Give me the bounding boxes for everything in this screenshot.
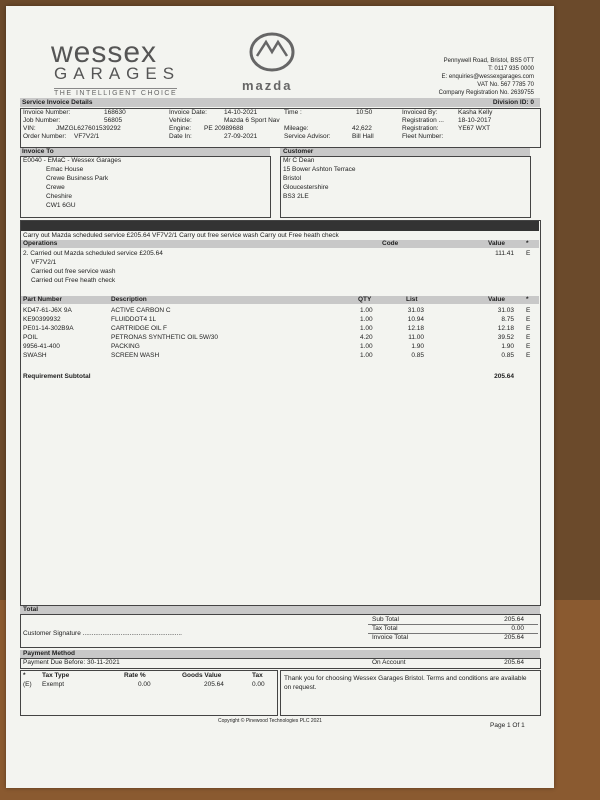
order-number: VF7V2/1 bbox=[74, 133, 100, 140]
part-value: 8.75 bbox=[501, 316, 514, 323]
fleet-number-label: Fleet Number: bbox=[402, 133, 444, 140]
tax-total-label: Tax Total bbox=[372, 625, 398, 632]
part-value: 31.03 bbox=[497, 307, 514, 314]
part-list: 11.00 bbox=[408, 334, 424, 341]
tax-type: Exempt bbox=[42, 681, 65, 688]
part-flag: E bbox=[526, 325, 531, 332]
invoiced-by-label: Invoiced By: bbox=[402, 109, 438, 116]
invoice-to-line: Cheshire bbox=[46, 193, 73, 200]
part-qty: 4.20 bbox=[360, 334, 373, 341]
part-qty: 1.00 bbox=[360, 307, 373, 314]
part-value: 12.18 bbox=[497, 325, 514, 332]
operation-line: VF7V2/1 bbox=[31, 259, 57, 266]
part-number: KE90399932 bbox=[23, 316, 61, 323]
invoice-number-label: Invoice Number: bbox=[23, 109, 71, 116]
part-list: 31.03 bbox=[407, 307, 424, 314]
totals-divider bbox=[368, 624, 538, 625]
qty-heading: QTY bbox=[358, 296, 372, 303]
customer-signature: Customer Signature ....................................................... bbox=[23, 630, 182, 637]
part-description: SCREEN WASH bbox=[111, 352, 160, 359]
totals-divider bbox=[368, 633, 538, 634]
value-heading: Value bbox=[488, 296, 505, 303]
part-number: 9956-41-400 bbox=[23, 343, 60, 350]
star-heading: * bbox=[526, 296, 529, 303]
total-heading: Total bbox=[23, 606, 39, 613]
part-qty: 1.00 bbox=[360, 343, 373, 350]
mileage: 42,622 bbox=[352, 125, 372, 132]
customer-line: Bristol bbox=[283, 175, 302, 182]
customer-heading: Customer bbox=[283, 148, 314, 155]
rate-heading: Rate % bbox=[124, 672, 146, 679]
mazda-logo-icon bbox=[248, 30, 296, 74]
invoice-number: 168630 bbox=[104, 109, 126, 116]
part-description: ACTIVE CARBON C bbox=[111, 307, 171, 314]
star-heading: * bbox=[526, 240, 529, 247]
payment-due: Payment Due Before: 30-11-2021 bbox=[23, 659, 120, 666]
operation-line: Carried out Free heath check bbox=[31, 277, 116, 284]
job-number: 56805 bbox=[104, 117, 123, 124]
part-flag: E bbox=[526, 352, 531, 359]
invoice-total-label: Invoice Total bbox=[372, 634, 409, 641]
total-header bbox=[20, 606, 540, 614]
part-value: 0.85 bbox=[501, 352, 514, 359]
customer-line: Gloucestershire bbox=[283, 184, 329, 191]
part-list: 12.18 bbox=[407, 325, 424, 332]
invoice-total: 205.64 bbox=[504, 634, 524, 641]
invoice-date: 14-10-2021 bbox=[224, 109, 258, 116]
vehicle-label: Vehicle: bbox=[169, 117, 192, 124]
customer-line: Mr C Dean bbox=[283, 157, 315, 164]
part-flag: E bbox=[526, 316, 531, 323]
payment-heading: Payment Method bbox=[23, 650, 76, 657]
copyright: Copyright © Pinewood Technologies PLC 2021 bbox=[218, 718, 322, 724]
part-qty: 1.00 bbox=[360, 325, 373, 332]
tax-total: 0.00 bbox=[511, 625, 524, 632]
registration-date-label: Registration ... bbox=[402, 117, 444, 124]
part-qty: 1.00 bbox=[360, 316, 373, 323]
part-number: KD47-61-J6X 9A bbox=[23, 307, 72, 314]
vin-label: VIN: bbox=[23, 125, 36, 132]
invoice-paper bbox=[6, 6, 554, 788]
advisor: Bill Hall bbox=[352, 133, 374, 140]
part-list: 0.85 bbox=[411, 352, 424, 359]
part-qty: 1.00 bbox=[360, 352, 373, 359]
part-description: PETRONAS SYNTHETIC OIL 5W/30 bbox=[111, 334, 219, 341]
invoice-to-line: E0040 - EMaC - Wessex Garages bbox=[23, 157, 122, 164]
payment-header bbox=[20, 650, 540, 658]
tax-star: * bbox=[23, 672, 26, 679]
on-account: 205.64 bbox=[504, 659, 524, 666]
registration-label: Registration: bbox=[402, 125, 439, 132]
work-summary: Carry out Mazda scheduled service £205.64 VF7V2/1 Carry out free service wash Carry out Free heath check bbox=[23, 232, 339, 239]
goods-value: 205.64 bbox=[204, 681, 224, 688]
sub-total-label: Sub Total bbox=[372, 616, 399, 623]
part-value: 1.90 bbox=[501, 343, 514, 350]
operations-header bbox=[21, 240, 539, 248]
requirement-subtotal-label: Requirement Subtotal bbox=[23, 373, 91, 380]
part-description: FLUIDDOT4 1L bbox=[111, 316, 157, 323]
invoice-to-line: CW1 6GU bbox=[46, 202, 76, 209]
operation-value: 111.41 bbox=[495, 250, 514, 257]
part-list: 1.90 bbox=[411, 343, 424, 350]
part-flag: E bbox=[526, 343, 531, 350]
list-heading: List bbox=[406, 296, 418, 303]
description-heading: Description bbox=[111, 296, 147, 303]
invoice-to-line: Emac House bbox=[46, 166, 84, 173]
customer-header bbox=[280, 148, 530, 156]
part-flag: E bbox=[526, 307, 531, 314]
company-address: Pennywell Road, Bristol, BS5 0TT bbox=[443, 58, 534, 64]
operation-line: 2. Carried out Mazda scheduled service £205.64 bbox=[23, 250, 163, 257]
part-number: SWASH bbox=[23, 352, 47, 359]
goods-value-heading: Goods Value bbox=[182, 672, 222, 679]
invoice-to-line: Crewe Business Park bbox=[46, 175, 109, 182]
service-details-heading: Service Invoice Details bbox=[22, 99, 93, 106]
time-label: Time : bbox=[284, 109, 302, 116]
part-flag: E bbox=[526, 334, 531, 341]
order-number-label: Order Number: bbox=[23, 133, 67, 140]
job-number-label: Job Number: bbox=[23, 117, 61, 124]
engine: PE 20989688 bbox=[204, 125, 244, 132]
date-in-label: Date In: bbox=[169, 133, 192, 140]
part-number: PE01-14-302B9A bbox=[23, 325, 74, 332]
tax-code: (E) bbox=[23, 681, 32, 688]
invoice-to-line: Crewe bbox=[46, 184, 65, 191]
invoice-to-header bbox=[20, 148, 270, 156]
advisor-label: Service Advisor: bbox=[284, 133, 331, 140]
tax-rate: 0.00 bbox=[138, 681, 151, 688]
part-description: CARTRIDGE OIL F bbox=[111, 325, 167, 332]
operations-heading: Operations bbox=[23, 240, 58, 247]
tax-heading: Tax bbox=[252, 672, 263, 679]
thank-you-note: Thank you for choosing Wessex Garages Bristol. Terms and conditions are available on request. bbox=[284, 675, 527, 691]
operation-line: Carried out free service wash bbox=[31, 268, 116, 275]
parts-header bbox=[21, 296, 539, 304]
part-value: 39.52 bbox=[497, 334, 514, 341]
tax-amount: 0.00 bbox=[252, 681, 265, 688]
company-registration: Company Registration No. 2639755 bbox=[438, 90, 534, 96]
value-heading: Value bbox=[488, 240, 505, 247]
company-email: E: enquiries@wessexgarages.com bbox=[441, 74, 534, 80]
part-number-heading: Part Number bbox=[23, 296, 63, 303]
work-details-dark-bar bbox=[21, 221, 539, 231]
mazda-wordmark: mazda bbox=[242, 78, 293, 93]
registration: YE67 WXT bbox=[458, 125, 491, 132]
vehicle: Mazda 6 Sport Nav bbox=[224, 117, 280, 124]
company-logo-name: wessex bbox=[51, 36, 158, 69]
customer-line: BS3 2LE bbox=[283, 193, 309, 200]
invoiced-by: Kasha Kelly bbox=[458, 109, 493, 116]
time: 10:50 bbox=[356, 109, 373, 116]
engine-label: Engine: bbox=[169, 125, 192, 132]
registration-date: 18-10-2017 bbox=[458, 117, 492, 124]
division-id: Division ID: 0 bbox=[492, 99, 534, 106]
code-heading: Code bbox=[382, 240, 399, 247]
vin: JMZGL627601539292 bbox=[56, 125, 121, 132]
on-account-label: On Account bbox=[372, 659, 406, 666]
invoice-date-label: Invoice Date: bbox=[169, 109, 207, 116]
requirement-subtotal: 205.64 bbox=[494, 373, 514, 380]
customer-line: 15 Bower Ashton Terrace bbox=[283, 166, 356, 173]
part-description: PACKING bbox=[111, 343, 140, 350]
date-in: 27-09-2021 bbox=[224, 133, 258, 140]
part-number: POIL bbox=[23, 334, 38, 341]
mileage-label: Mileage: bbox=[284, 125, 309, 132]
company-tagline: THE INTELLIGENT CHOICE bbox=[54, 90, 178, 97]
service-details-header bbox=[20, 98, 540, 107]
part-list: 10.94 bbox=[407, 316, 424, 323]
page-number: Page 1 Of 1 bbox=[490, 722, 525, 729]
sub-total: 205.64 bbox=[504, 616, 524, 623]
company-vat: VAT No. 567 7785 70 bbox=[477, 82, 534, 88]
operation-flag: E bbox=[526, 250, 531, 257]
invoice-to-heading: Invoice To bbox=[22, 148, 54, 155]
company-logo-subname: GARAGES bbox=[54, 64, 181, 83]
tax-type-heading: Tax Type bbox=[42, 672, 70, 679]
company-tel: T: 0117 935 0000 bbox=[488, 66, 534, 72]
